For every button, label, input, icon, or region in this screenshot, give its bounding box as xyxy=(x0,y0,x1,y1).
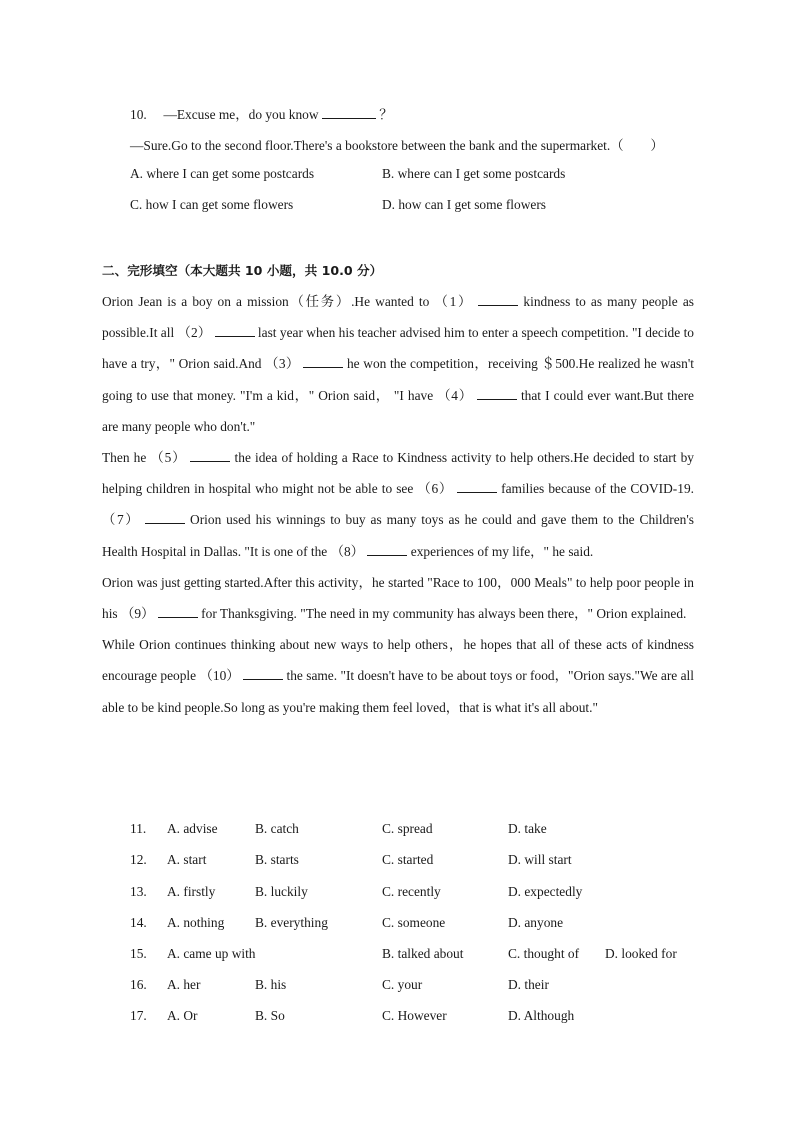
passage-paragraph-4: While Orion continues thinking about new ways to help others，he hopes that all of these acts of kindness encourage people （10） the same. "It doesn't have to be about toys or food，"Orion says."We are all able to be kind people.So long as you're making them feel loved，that is what it's all about." xyxy=(102,637,694,715)
question-10-response: —Sure.Go to the second floor.There's a bookstore between the bank and the supermarket.（ ） xyxy=(130,138,664,153)
choice-d: D. their xyxy=(508,977,549,992)
choice-b: B. catch xyxy=(255,821,299,836)
choice-b: B. So xyxy=(255,1008,285,1023)
question-10-stem xyxy=(130,104,393,123)
blank-3 xyxy=(303,355,343,368)
choice-number: 11. xyxy=(130,821,147,836)
choice-c: C. However xyxy=(382,1008,447,1023)
choice-a: A. Or xyxy=(167,1008,198,1023)
choice-d: D. looked for xyxy=(605,946,677,961)
blank-10 xyxy=(243,667,283,680)
choice-number: 13. xyxy=(130,884,147,899)
choice-c: C. your xyxy=(382,977,423,992)
option-c: C. how I can get some flowers xyxy=(130,197,294,212)
choice-a: A. start xyxy=(167,852,207,867)
choice-a: A. firstly xyxy=(167,884,216,899)
choice-b: B. his xyxy=(255,977,287,992)
choice-b: B. everything xyxy=(255,915,328,930)
choice-number: 15. xyxy=(130,946,147,961)
blank-4 xyxy=(477,387,517,400)
blank-5 xyxy=(190,449,230,462)
choice-c: C. thought of xyxy=(508,946,580,961)
choice-c: C. spread xyxy=(382,821,433,836)
choice-number: 12. xyxy=(130,852,147,867)
blank-7 xyxy=(145,511,185,524)
choice-d: D. anyone xyxy=(508,915,564,930)
section-title: 二、完形填空（本大题共 10 小题，共 10.0 分） xyxy=(102,263,383,278)
choice-c: C. started xyxy=(382,852,434,867)
choice-c: C. someone xyxy=(382,915,446,930)
passage-paragraph-2: Then he （5） the idea of holding a Race to Kindness activity to help others.He decided to start by helping children in hospital who might not be able to see （6） families because of the COVID-19. （7） Orion used his winnings to buy as many toys as he could and gave them to the Children's Health Hospital in Dallas. "It is one of the （8） experiences of my life，" he said. xyxy=(102,450,694,559)
cloze-passage xyxy=(102,286,694,723)
choice-number: 16. xyxy=(130,977,147,992)
choice-c: C. recently xyxy=(382,884,441,899)
choice-b: B. starts xyxy=(255,852,299,867)
choice-a: A. advise xyxy=(167,821,218,836)
blank-1 xyxy=(478,293,518,306)
option-b: B. where can I get some postcards xyxy=(382,166,566,181)
question-number: 10. xyxy=(130,107,147,122)
answer-blank xyxy=(322,106,376,119)
choice-number: 17. xyxy=(130,1008,147,1023)
passage-paragraph-3: Orion was just getting started.After this activity，he started "Race to 100，000 Meals" to help poor people in his （9） for Thanksgiving. "The need in my community has always been there，" Orion explained. xyxy=(102,574,694,622)
blank-2 xyxy=(215,324,255,337)
choice-d: D. will start xyxy=(508,852,572,867)
question-text: —Excuse me，do you know xyxy=(163,107,319,122)
blank-8 xyxy=(367,543,407,556)
choice-d: D. take xyxy=(508,821,547,836)
choice-a: A. came up with xyxy=(167,946,256,961)
option-d: D. how can I get some flowers xyxy=(382,197,546,212)
choice-a: A. nothing xyxy=(167,915,225,930)
choice-d: D. expectedly xyxy=(508,884,583,899)
choice-a: A. her xyxy=(167,977,201,992)
choice-number: 14. xyxy=(130,915,147,930)
choice-b: B. luckily xyxy=(255,884,308,899)
blank-9 xyxy=(158,605,198,618)
blank-6 xyxy=(457,480,497,493)
choice-d: D. Although xyxy=(508,1008,575,1023)
choice-b: B. talked about xyxy=(382,946,464,961)
passage-paragraph-1: Orion Jean is a boy on a mission（任务）.He wanted to （1） kindness to as many people as possible.It all （2） last year when his teacher advised him to enter a speech competition. "I decide to have a try，" Orion said.And （3） he won the competition，receiving ＄500.He realized he wasn't going to use that money. "I'm a kid，" Orion said， "I have （4） that I could ever want.But there are many people who don't." xyxy=(102,294,694,434)
option-a: A. where I can get some postcards xyxy=(130,166,315,181)
question-mark: ？ xyxy=(379,107,393,122)
